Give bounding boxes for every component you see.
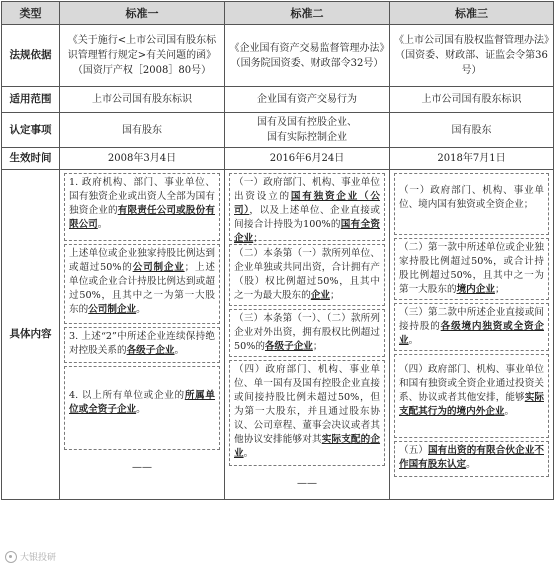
text: 。 xyxy=(504,406,515,417)
watermark xyxy=(5,550,56,563)
standards-comparison-table xyxy=(1,1,554,500)
text: （二）本条第（一）款所列单位、企业单独或共同出资，合计拥有产（股）权比例超过50%，且其中之一为最大股东的 xyxy=(234,248,380,301)
emphasis: 国有出资的有限合伙企业不作国有股东认定 xyxy=(399,445,544,470)
row-legal-basis xyxy=(2,25,554,87)
text: 。 xyxy=(466,459,476,470)
header-standard-3: 标准三 xyxy=(390,2,554,25)
emphasis: 各级子企业 xyxy=(126,345,175,356)
content-std3-item3 xyxy=(394,303,549,351)
emphasis: 所属单位或全资子企业 xyxy=(69,390,216,415)
text: （一）政府部门、机构、事业单位、境内国有独资或全资企业； xyxy=(399,185,544,210)
content-std3-item5 xyxy=(394,441,549,477)
recognition-std2-line1: 国有及国有控股企业、 xyxy=(257,117,357,128)
content-std1-item2 xyxy=(64,244,220,324)
recognition-std2-line2: 国有实际控制企业 xyxy=(267,132,347,143)
emphasis: 国有全资企业 xyxy=(234,219,380,244)
content-std1 xyxy=(60,170,225,500)
content-std2-item1 xyxy=(229,173,385,244)
row-effective xyxy=(2,148,554,170)
recognition-std3: 国有股东 xyxy=(390,113,554,148)
content-std1-item4 xyxy=(64,366,220,450)
header-standard-2: 标准二 xyxy=(225,2,390,25)
content-std2 xyxy=(225,170,390,500)
header-row xyxy=(2,2,554,25)
text: 。 xyxy=(136,404,146,415)
emphasis: 有限责任公司或股份有限公司 xyxy=(69,205,216,230)
text: 。 xyxy=(408,335,419,346)
text: 上述单位或企业独家持股比例达到或超过50%的 xyxy=(69,248,215,273)
eye-logo-icon xyxy=(5,551,17,563)
content-std1-item5: —— xyxy=(132,462,152,473)
text: （三）本条第（一）、（二）款所列企业对外出资，拥有股权比例超过50%的 xyxy=(234,313,380,352)
text: 4. 以上所有单位或企业的 xyxy=(69,390,185,401)
recognition-std2 xyxy=(225,113,390,148)
row-content xyxy=(2,170,554,500)
legal-basis-std2: 《企业国有资产交易监督管理办法》（国务院国资委、财政部令32号） xyxy=(225,25,390,87)
text: （二）第一款中所述单位或企业独家持股比例超过50%，或合计持股比例超过50%，且其中之一为第一大股东的 xyxy=(399,242,544,295)
emphasis: 实际支配其行为的境内外企业 xyxy=(399,392,544,417)
effective-std2: 2016年6月24日 xyxy=(225,148,390,170)
text: 。 xyxy=(97,219,108,230)
text: ； xyxy=(312,341,323,352)
text: （四）政府部门、机构、事业单位和国有独资或全资企业通过投资关系、协议或者其他安排，能够 xyxy=(399,364,544,403)
text: 3. 上述“2”中所述企业连续保持绝对控股关系的 xyxy=(69,331,215,356)
text: 。 xyxy=(136,304,146,315)
label-content: 具体内容 xyxy=(2,170,60,500)
emphasis: 各级境内独资或全资企业 xyxy=(399,321,545,346)
recognition-std1: 国有股东 xyxy=(60,113,225,148)
scope-std1: 上市公司国有股东标识 xyxy=(60,87,225,113)
content-std2-item2 xyxy=(229,244,385,306)
label-recognition: 认定事项 xyxy=(2,113,60,148)
emphasis: 各级子企业 xyxy=(264,341,313,352)
emphasis: 境内企业 xyxy=(456,284,495,295)
legal-basis-std1: 《关于施行<上市公司国有股东标识管理暂行规定>有关问题的函》（国资厅产权［2008］80号） xyxy=(60,25,225,87)
row-scope xyxy=(2,87,554,113)
text: （一）政府部门、机构、事业单位出资设立的 xyxy=(234,177,380,202)
content-std1-item1 xyxy=(64,173,220,241)
emphasis: 公司制企业 xyxy=(88,304,137,315)
effective-std3: 2018年7月1日 xyxy=(390,148,554,170)
scope-std2: 企业国有资产交易行为 xyxy=(225,87,390,113)
text: 。 xyxy=(243,448,254,459)
content-std1-item3 xyxy=(64,327,220,363)
label-effective: 生效时间 xyxy=(2,148,60,170)
content-std2-item3 xyxy=(229,309,385,357)
text: 。 xyxy=(174,345,185,356)
text: （三）第二款中所述企业直接或间接持股的 xyxy=(399,307,544,332)
emphasis: 国有独资企业（公司） xyxy=(234,191,381,216)
text: 1. 政府机构、部门、事业单位、国有独资企业或出资人全部为国有独资企业的 xyxy=(69,177,215,216)
header-type: 类型 xyxy=(2,2,60,25)
text: ，以及上述单位、企业直接或间接合计持股为100%的 xyxy=(234,205,380,230)
emphasis: 企业 xyxy=(310,290,330,301)
scope-std3: 上市公司国有股东标识 xyxy=(390,87,554,113)
header-standard-1: 标准一 xyxy=(60,2,225,25)
label-scope: 适用范围 xyxy=(2,87,60,113)
content-std2-item5: —— xyxy=(297,478,317,489)
content-std3-item1 xyxy=(394,173,549,235)
effective-std1: 2008年3月4日 xyxy=(60,148,225,170)
content-std2-item4 xyxy=(229,360,385,466)
text: （五） xyxy=(399,445,429,456)
content-std3-item2 xyxy=(394,238,549,300)
emphasis: 实际支配的企业 xyxy=(234,434,381,459)
content-std3 xyxy=(390,170,554,500)
row-recognition xyxy=(2,113,554,148)
emphasis: 公司制企业 xyxy=(132,262,185,273)
label-legal-basis: 法规依据 xyxy=(2,25,60,87)
watermark-text: 大银投研 xyxy=(20,553,57,563)
text: ； xyxy=(494,284,505,295)
text: （四）政府部门、机构、事业单位、单一国有及国有控股企业直接或间接持股比例未超过50%，但为第一大股东，并且通过股东协议、公司章程、董事会决议或者其他协议安排能够对其 xyxy=(234,364,380,445)
text: ； xyxy=(253,233,263,244)
legal-basis-std3: 《上市公司国有股权监督管理办法》（国资委、财政部、证监会令第36号） xyxy=(390,25,554,87)
text: ；上述单位或企业合计持股比例达到或超过50%，且其中之一为第一大股东的 xyxy=(69,262,216,315)
text: ； xyxy=(329,290,340,301)
content-std3-item4 xyxy=(394,354,549,438)
